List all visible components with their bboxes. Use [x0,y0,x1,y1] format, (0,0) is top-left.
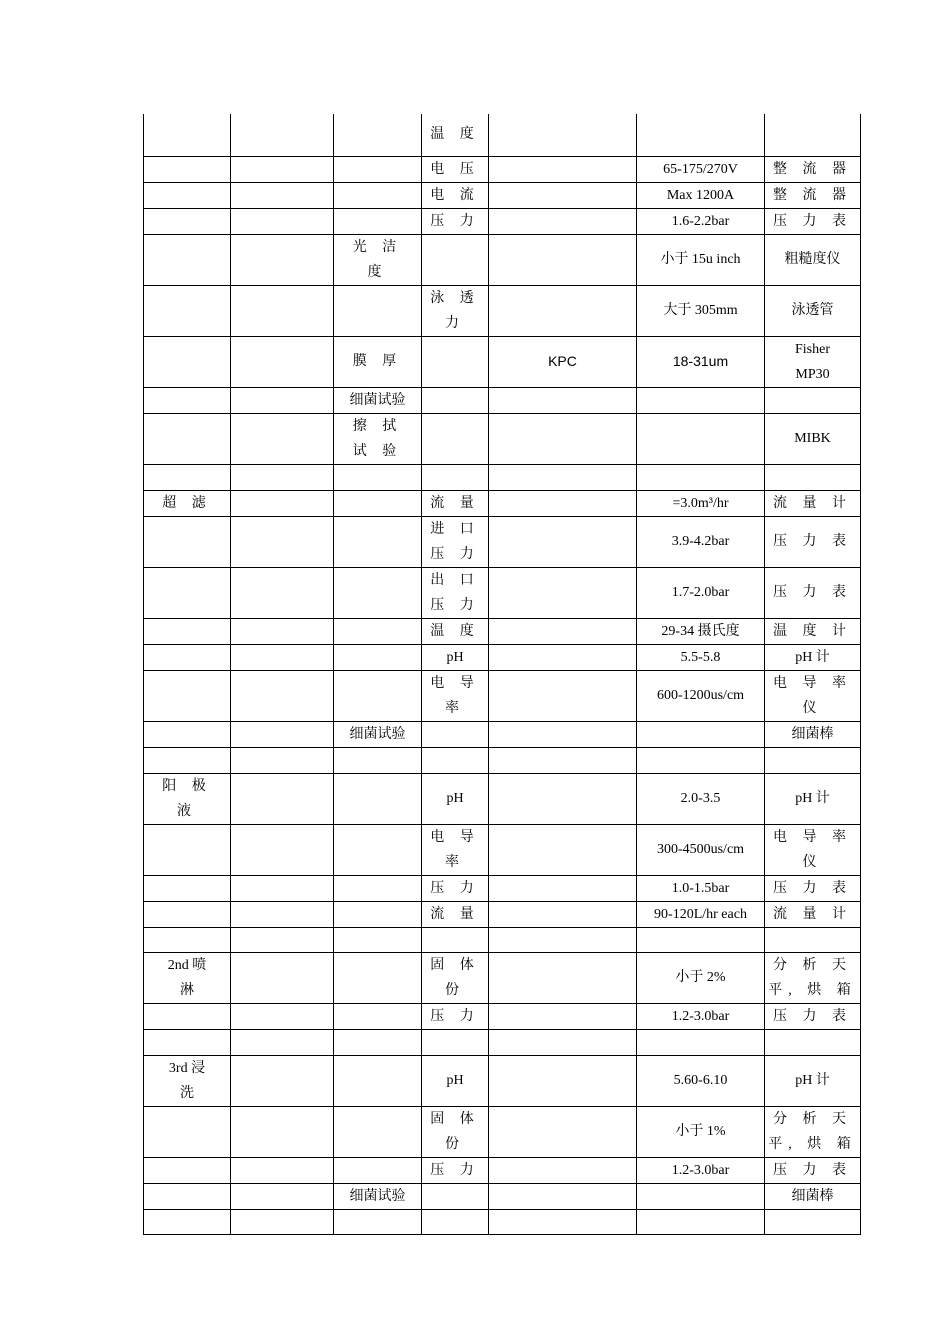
table-cell [144,618,231,644]
table-cell: 300-4500us/cm [637,824,765,875]
table-row [144,901,861,927]
table-cell [489,1209,637,1234]
table-row [144,1029,861,1055]
table-cell [489,567,637,618]
table-cell: 1.6-2.2bar [637,208,765,234]
table-cell [231,952,334,1003]
table-cell [765,1209,861,1234]
table-cell: 18-31um [637,336,765,387]
table-cell [231,747,334,773]
table-cell [231,182,334,208]
table-cell [144,875,231,901]
table-cell: pH [422,1055,489,1106]
table-row [144,747,861,773]
table-cell [231,490,334,516]
table-cell: 1.2-3.0bar [637,1003,765,1029]
table-cell: 温 度 计 [765,618,861,644]
table-cell: pH 计 [765,773,861,824]
table-cell: 流 量 [422,490,489,516]
table-cell [422,387,489,413]
table-cell: 温 度 [422,618,489,644]
table-row [144,387,861,413]
table-row [144,182,861,208]
table-cell [231,387,334,413]
table-cell [144,387,231,413]
table-cell [334,901,422,927]
table-cell: pH 计 [765,644,861,670]
table-cell [489,670,637,721]
table-row [144,644,861,670]
table-cell: 1.0-1.5bar [637,875,765,901]
table-body [144,114,861,1234]
table-cell: 电 导 率 仪 [765,824,861,875]
table-row [144,234,861,285]
table-cell [422,927,489,952]
table-cell [489,747,637,773]
table-cell [334,927,422,952]
table-cell: 光 洁 度 [334,234,422,285]
table-cell [144,156,231,182]
table-cell [231,721,334,747]
table-cell: pH 计 [765,1055,861,1106]
table-cell: 小于 2% [637,952,765,1003]
table-cell [765,747,861,773]
table-cell [334,1106,422,1157]
table-cell: 分 析 天 平, 烘 箱 [765,1106,861,1157]
table-cell [144,114,231,156]
table-cell: 温 度 [422,114,489,156]
table-cell: Fisher MP30 [765,336,861,387]
table-cell [334,516,422,567]
table-cell [231,464,334,490]
table-cell: 粗糙度仪 [765,234,861,285]
table-cell: 分 析 天 平, 烘 箱 [765,952,861,1003]
table-cell: 压 力 表 [765,875,861,901]
table-row [144,285,861,336]
table-cell: 泳透管 [765,285,861,336]
table-cell: 90-120L/hr each [637,901,765,927]
table-cell: 流 量 计 [765,901,861,927]
table-cell: 细菌试验 [334,1183,422,1209]
table-cell: 压 力 [422,208,489,234]
table-cell [334,875,422,901]
table-cell [144,413,231,464]
table-cell [765,114,861,156]
table-cell: 压 力 表 [765,567,861,618]
table-cell [637,927,765,952]
table-cell [334,618,422,644]
table-cell [489,234,637,285]
table-cell: 小于 1% [637,1106,765,1157]
table-cell [489,901,637,927]
table-cell: 压 力 表 [765,1157,861,1183]
table-cell [489,1055,637,1106]
table-cell: 1.2-3.0bar [637,1157,765,1183]
table-cell [334,773,422,824]
table-cell [489,182,637,208]
table-cell: pH [422,644,489,670]
table-cell: 压 力 表 [765,208,861,234]
table-cell: 2.0-3.5 [637,773,765,824]
table-cell [144,1183,231,1209]
table-cell [489,490,637,516]
table-cell [422,721,489,747]
table-cell [489,208,637,234]
table-row [144,952,861,1003]
table-cell: 29-34 摄氏度 [637,618,765,644]
table-cell: 5.60-6.10 [637,1055,765,1106]
table-cell [231,1106,334,1157]
table-cell [231,567,334,618]
table-cell [144,1106,231,1157]
table-cell: =3.0m³/hr [637,490,765,516]
table-cell [422,747,489,773]
table-cell [637,114,765,156]
table-cell [489,285,637,336]
table-cell [231,824,334,875]
table-cell [334,747,422,773]
table-row [144,927,861,952]
table-row [144,567,861,618]
table-cell: 膜 厚 [334,336,422,387]
table-cell [334,156,422,182]
table-cell [637,387,765,413]
table-cell: 3.9-4.2bar [637,516,765,567]
table-cell: 超 滤 [144,490,231,516]
table-cell [334,182,422,208]
table-cell [334,1157,422,1183]
table-cell [334,114,422,156]
table-cell [489,644,637,670]
table-cell [334,1209,422,1234]
table-cell [231,1157,334,1183]
table-row [144,1209,861,1234]
table-row [144,208,861,234]
table-row [144,1157,861,1183]
table-cell [231,234,334,285]
table-cell: 整 流 器 [765,182,861,208]
table-cell: Max 1200A [637,182,765,208]
table-cell [422,1183,489,1209]
table-cell [144,336,231,387]
table-cell [489,1029,637,1055]
table-cell [231,875,334,901]
table-cell [489,516,637,567]
table-cell: 压 力 [422,875,489,901]
table-cell [144,464,231,490]
table-cell [144,285,231,336]
table-cell: 电 流 [422,182,489,208]
table-cell [489,1106,637,1157]
table-cell: 600-1200us/cm [637,670,765,721]
table-cell: 进 口 压 力 [422,516,489,567]
table-cell [144,1003,231,1029]
table-cell: 压 力 [422,1157,489,1183]
table-row [144,156,861,182]
table-cell: 5.5-5.8 [637,644,765,670]
table-cell [231,927,334,952]
table-cell [489,114,637,156]
table-cell [231,1029,334,1055]
table-cell: 电 压 [422,156,489,182]
table-row [144,1183,861,1209]
table-cell [231,413,334,464]
table-cell [637,413,765,464]
table-cell [334,824,422,875]
table-cell [231,1209,334,1234]
table-row [144,670,861,721]
table-cell [334,670,422,721]
table-row [144,824,861,875]
table-cell: 细菌试验 [334,387,422,413]
table-row [144,490,861,516]
table-row [144,875,861,901]
table-cell [637,721,765,747]
table-cell [231,670,334,721]
table-cell: 出 口 压 力 [422,567,489,618]
table-cell: 电 导 率 [422,670,489,721]
table-cell [765,464,861,490]
table-cell [231,156,334,182]
table-cell [144,567,231,618]
table-cell [334,567,422,618]
table-cell [231,516,334,567]
table-cell [422,336,489,387]
table-cell [144,182,231,208]
table-cell [334,208,422,234]
table-cell [144,901,231,927]
table-cell [489,464,637,490]
table-cell: MIBK [765,413,861,464]
table-cell [489,773,637,824]
table-cell [144,747,231,773]
table-row [144,464,861,490]
table-cell [489,387,637,413]
table-cell: 细菌棒 [765,1183,861,1209]
table-cell: 2nd 喷 淋 [144,952,231,1003]
table-row [144,413,861,464]
table-cell: 压 力 表 [765,516,861,567]
table-cell [422,1209,489,1234]
table-cell: 流 量 计 [765,490,861,516]
table-cell [144,1157,231,1183]
table-cell: KPC [489,336,637,387]
table-cell [334,285,422,336]
table-cell [489,1157,637,1183]
table-row [144,721,861,747]
table-cell [422,464,489,490]
table-cell: 阳 极 液 [144,773,231,824]
table-cell [637,464,765,490]
table-row [144,336,861,387]
table-cell [422,413,489,464]
table-cell [765,927,861,952]
table-cell [144,670,231,721]
inspection-table [143,114,861,1235]
table-cell [334,1003,422,1029]
table-cell [231,285,334,336]
table-cell [334,1055,422,1106]
table-cell [334,490,422,516]
table-cell [637,747,765,773]
table-cell [637,1183,765,1209]
table-cell: 电 导 率 仪 [765,670,861,721]
table-cell [231,1183,334,1209]
table-cell [334,644,422,670]
table-row [144,516,861,567]
table-cell: 电 导 率 [422,824,489,875]
table-cell [144,1029,231,1055]
table-cell: 固 体 份 [422,1106,489,1157]
table-cell [144,824,231,875]
table-cell [334,952,422,1003]
table-cell [422,1029,489,1055]
table-cell: 细菌试验 [334,721,422,747]
table-cell [144,208,231,234]
table-cell [489,824,637,875]
table-cell [637,1029,765,1055]
table-cell [489,721,637,747]
table-cell [489,156,637,182]
table-cell [231,114,334,156]
table-cell [637,1209,765,1234]
table-cell [231,1055,334,1106]
table-cell [489,413,637,464]
table-cell: pH [422,773,489,824]
table-cell [231,901,334,927]
table-cell: 3rd 浸 洗 [144,1055,231,1106]
table-cell: 小于 15u inch [637,234,765,285]
table-cell: 流 量 [422,901,489,927]
table-cell [231,618,334,644]
table-cell: 整 流 器 [765,156,861,182]
table-cell: 固 体 份 [422,952,489,1003]
table-cell [231,336,334,387]
table-cell [144,1209,231,1234]
table-cell: 大于 305mm [637,285,765,336]
table-row [144,1055,861,1106]
table-cell [765,387,861,413]
table-row [144,114,861,156]
table-cell [231,1003,334,1029]
table-cell [489,952,637,1003]
table-cell [144,644,231,670]
table-cell [489,1003,637,1029]
table-cell [334,464,422,490]
table-cell [144,721,231,747]
table-cell [422,234,489,285]
table-cell [489,875,637,901]
table-cell: 擦 拭 试 验 [334,413,422,464]
table-cell [231,773,334,824]
table-cell [144,927,231,952]
table-cell [334,1029,422,1055]
table-row [144,1106,861,1157]
table-cell: 压 力 [422,1003,489,1029]
table-cell: 压 力 表 [765,1003,861,1029]
table-cell [489,1183,637,1209]
table-cell [489,927,637,952]
table-row [144,618,861,644]
table-cell: 65-175/270V [637,156,765,182]
table-cell: 1.7-2.0bar [637,567,765,618]
table-cell: 细菌棒 [765,721,861,747]
table-cell [231,644,334,670]
table-cell [144,234,231,285]
table-row [144,1003,861,1029]
table-cell [765,1029,861,1055]
table-cell [231,208,334,234]
table-cell [144,516,231,567]
table-cell: 泳 透 力 [422,285,489,336]
table-row [144,773,861,824]
table-cell [489,618,637,644]
